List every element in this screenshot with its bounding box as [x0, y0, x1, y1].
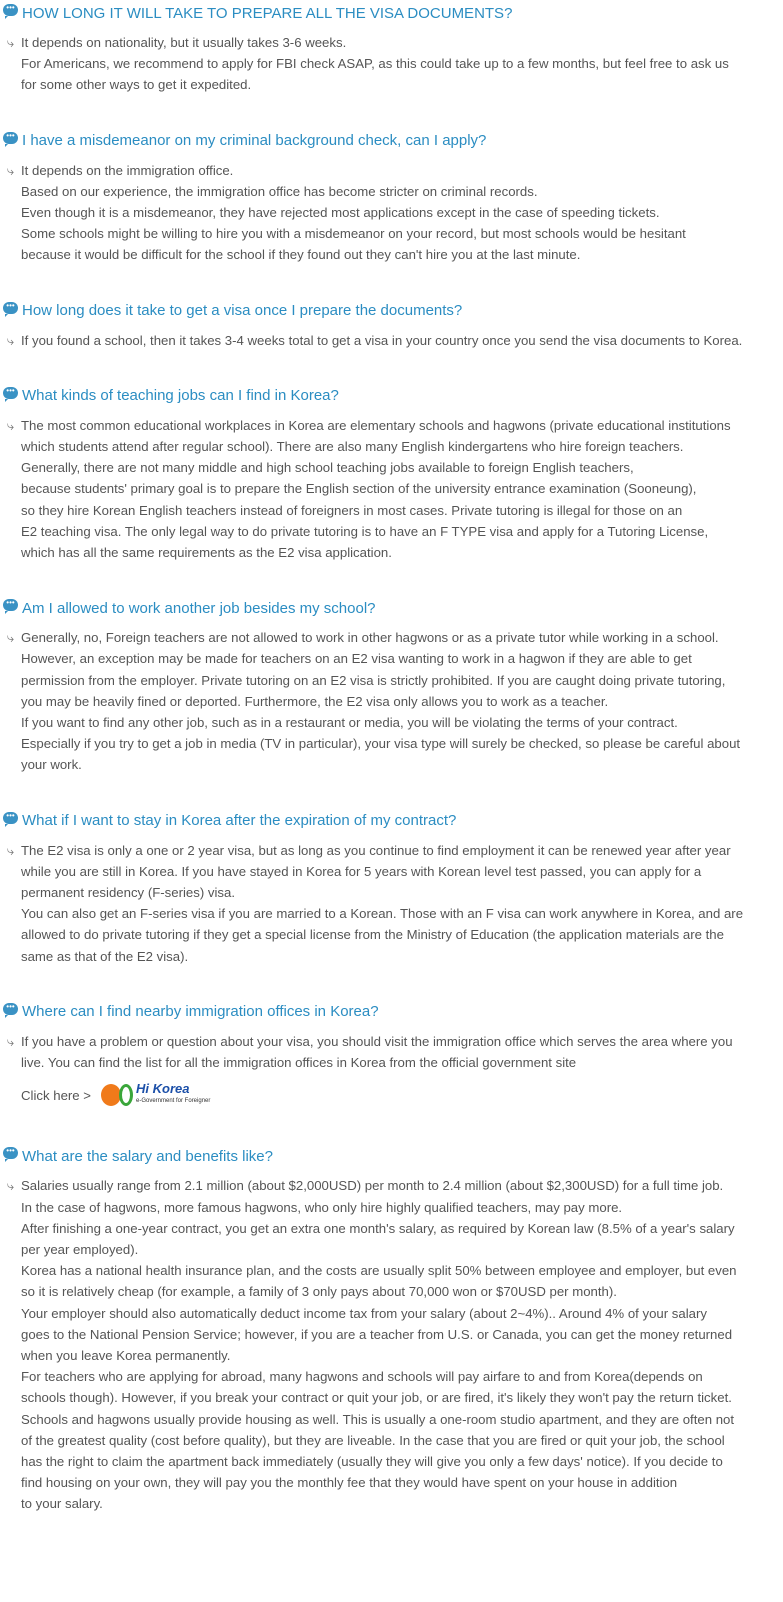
answer-line: It depends on nationality, but it usually takes 3-6 weeks.: [21, 35, 347, 50]
answer-line: If you have a problem or question about your visa, you should visit the immigration office which serves the area where you: [21, 1033, 733, 1049]
answer-line: for some other ways to get it expedited.: [21, 77, 252, 93]
answer-line: Based on our experience, the immigration office has become stricter on criminal records.: [21, 183, 538, 199]
answer-line: Your employer should also automatically deduct income tax from your salary (about 2~4%).. Around 4% of your salary: [21, 1305, 707, 1321]
answer-line: goes to the National Pension Service; however, if you are a teacher from U.S. or Canada, you can get the money returned: [21, 1326, 733, 1342]
answer-line: Korea has a national health insurance plan, and the costs are usually split 50% between employee and employer, but even: [21, 1263, 737, 1279]
answer-line: per year employed).: [21, 1241, 139, 1257]
hikorea-logo[interactable]: Hi Korea e-Government for Foreigner: [101, 1083, 210, 1107]
faq-answer: [0, 415, 783, 563]
speech-bubble-icon: •••: [3, 599, 18, 611]
faq-answer: [0, 627, 783, 775]
speech-bubble-icon: •••: [3, 387, 18, 399]
faq-question: [0, 1145, 783, 1167]
faq-answer: [0, 330, 783, 351]
answer-line: E2 teaching visa. The only legal way to do private tutoring is to have an F TYPE visa and apply for a Tutoring License,: [21, 523, 709, 539]
speech-bubble-icon: •••: [3, 1147, 18, 1159]
answer-line: find housing on your own, they will pay you the monthly fee that they would have spent on your house in addition: [21, 1475, 678, 1491]
question-text: How long does it take to get a visa once I prepare the documents?: [22, 302, 463, 320]
faq-answer: [0, 1175, 783, 1514]
faq-item: [0, 2, 783, 96]
question-text: What are the salary and benefits like?: [22, 1147, 273, 1165]
answer-line: same as that of the E2 visa).: [21, 948, 189, 964]
answer-line: Especially if you try to get a job in media (TV in particular), your visa type will surely be checked, so please be careful about: [21, 736, 741, 752]
answer-line: while you are still in Korea. If you have stayed in Korea for 5 years with Korean level test passed, you can apply for a: [21, 863, 702, 879]
answer-line: After finishing a one-year contract, you get an extra one month's salary, as required by Korean law (8.5% of a year's salary: [21, 1220, 735, 1236]
faq-question: [0, 597, 783, 619]
answer-line: because it would be difficult for the school if they found out they can't hire you at the last minute.: [21, 247, 581, 263]
answer-line: In the case of hagwons, more famous hagwons, who only hire highly qualified teachers, may pay more.: [21, 1199, 623, 1215]
faq-item: [0, 385, 783, 563]
faq-question: [0, 130, 783, 152]
click-here-label[interactable]: Click here >: [21, 1087, 91, 1103]
reply-arrow-icon: ⤷: [6, 332, 15, 348]
answer-line: permanent residency (F-series) visa.: [21, 885, 236, 901]
question-text: HOW LONG IT WILL TAKE TO PREPARE ALL THE VISA DOCUMENTS?: [22, 4, 513, 22]
question-text: What if I want to stay in Korea after the expiration of my contract?: [22, 812, 457, 830]
answer-line: If you found a school, then it takes 3-4 weeks total to get a visa in your country once you send the visa documents to Korea.: [21, 332, 743, 348]
answer-line: so they hire Korean English teachers instead of foreigners in most cases. Private tutoring is illegal for those on an: [21, 502, 683, 518]
answer-line: For teachers who are applying for abroad, many hagwons and schools will pay airfare to and from Korea(depends on: [21, 1369, 703, 1385]
faq-answer: [0, 1031, 783, 1111]
faq-item: [0, 130, 783, 266]
question-text: Where can I find nearby immigration offices in Korea?: [22, 1003, 379, 1021]
reply-arrow-icon: ⤷: [6, 1033, 15, 1049]
faq-question: [0, 1001, 783, 1023]
answer-line: The E2 visa is only a one or 2 year visa, but as long as you continue to find employment it can be renewed year after year: [21, 842, 731, 858]
answer-line: permission from the employer. Private tutoring on an E2 visa is strictly prohibited. If you are caught doing private tutoring,: [21, 672, 726, 688]
question-text: Am I allowed to work another job besides my school?: [22, 599, 376, 617]
answer-line: has the right to claim the apartment back immediately (usually they will give you only a few days' notice). If you decide to: [21, 1453, 723, 1469]
reply-arrow-icon: ⤷: [6, 1178, 15, 1194]
question-text: What kinds of teaching jobs can I find in Korea?: [22, 387, 339, 405]
faq-answer: [0, 32, 783, 96]
answer-line: so it is relatively cheap (for example, a family of 3 only pays about 70,000 won or $70USD per month).: [21, 1284, 617, 1300]
answer-line: It depends on the immigration office.: [21, 162, 234, 178]
speech-bubble-icon: •••: [3, 4, 18, 16]
faq-item: [0, 1001, 783, 1111]
answer-line: live. You can find the list for all the immigration offices in Korea from the official government site: [21, 1055, 577, 1071]
answer-line: when you leave Korea permanently.: [21, 1347, 231, 1363]
answer-line: If you want to find any other job, such as in a restaurant or media, you will be violating the terms of your contract.: [21, 715, 678, 731]
reply-arrow-icon: ⤷: [6, 417, 15, 433]
faq-item: [0, 810, 783, 967]
faq-item: [0, 300, 783, 351]
answer-line: For Americans, we recommend to apply for FBI check ASAP, as this could take up to a few months, but feel free to ask us: [21, 56, 729, 72]
answer-line: to your salary.: [21, 1496, 103, 1512]
reply-arrow-icon: ⤷: [6, 842, 15, 858]
answer-line: Some schools might be willing to hire you with a misdemeanor on your record, but most schools would be hesitant: [21, 226, 686, 242]
answer-line: your work.: [21, 757, 82, 773]
answer-line: However, an exception may be made for teachers on an E2 visa wanting to work in a hagwon if they are able to get: [21, 651, 692, 667]
question-text: I have a misdemeanor on my criminal background check, can I apply?: [22, 132, 487, 150]
answer-line: Generally, no, Foreign teachers are not allowed to work in other hagwons or as a private tutor while working in a school.: [21, 630, 719, 646]
answer-line: You can also get an F-series visa if you are married to a Korean. Those with an F visa can work anywhere in Korea, and are: [21, 906, 744, 922]
faq-question: [0, 2, 783, 24]
speech-bubble-icon: •••: [3, 302, 18, 314]
answer-line: schools though). However, if you break your contract or quit your job, or are fired, it's likely they won't pay the return ticket.: [21, 1390, 732, 1406]
speech-bubble-icon: •••: [3, 812, 18, 824]
faq-answer: [0, 840, 783, 967]
speech-bubble-icon: •••: [3, 132, 18, 144]
answer-line: The most common educational workplaces in Korea are elementary schools and hagwons (private educational institutions: [21, 417, 731, 433]
answer-line: of the greatest quality (cost before quality), but they are liveable. In the case that you are fired or quit your job, the school: [21, 1432, 725, 1448]
faq-question: [0, 810, 783, 832]
answer-line: which has all the same requirements as the E2 visa application.: [21, 545, 392, 561]
reply-arrow-icon: ⤷: [6, 630, 15, 646]
faq-answer: [0, 160, 783, 266]
faq-question: [0, 300, 783, 322]
answer-line: Schools and hagwons usually provide housing as well. This is usually a one-room studio apartment, and they are often not: [21, 1411, 735, 1427]
reply-arrow-icon: ⤷: [6, 162, 15, 178]
hikorea-link[interactable]: [21, 1079, 733, 1111]
answer-line: Generally, there are not many middle and high school teaching jobs available to foreign English teachers,: [21, 460, 634, 476]
faq-item: [0, 597, 783, 775]
answer-line: allowed to do private tutoring if they get a special license from the Ministry of Education (the application materials are the: [21, 927, 724, 943]
speech-bubble-icon: •••: [3, 1003, 18, 1015]
faq-item: [0, 1145, 783, 1514]
faq-question: [0, 385, 783, 407]
answer-line: because students' primary goal is to prepare the English section of the university entrance examination (Sooneung),: [21, 481, 697, 497]
reply-arrow-icon: ⤷: [6, 35, 15, 50]
answer-line: which students attend after regular school). There are also many English kindergartens who hire foreign teachers.: [21, 439, 684, 455]
answer-line: Even though it is a misdemeanor, they have rejected most applications except in the case of speeding tickets.: [21, 205, 660, 221]
answer-line: Salaries usually range from 2.1 million (about $2,000USD) per month to 2.4 million (about $2,300USD) for a full time job.: [21, 1178, 724, 1194]
answer-line: you may be heavily fined or deported. Furthermore, the E2 visa only allows you to work as a teacher.: [21, 693, 609, 709]
